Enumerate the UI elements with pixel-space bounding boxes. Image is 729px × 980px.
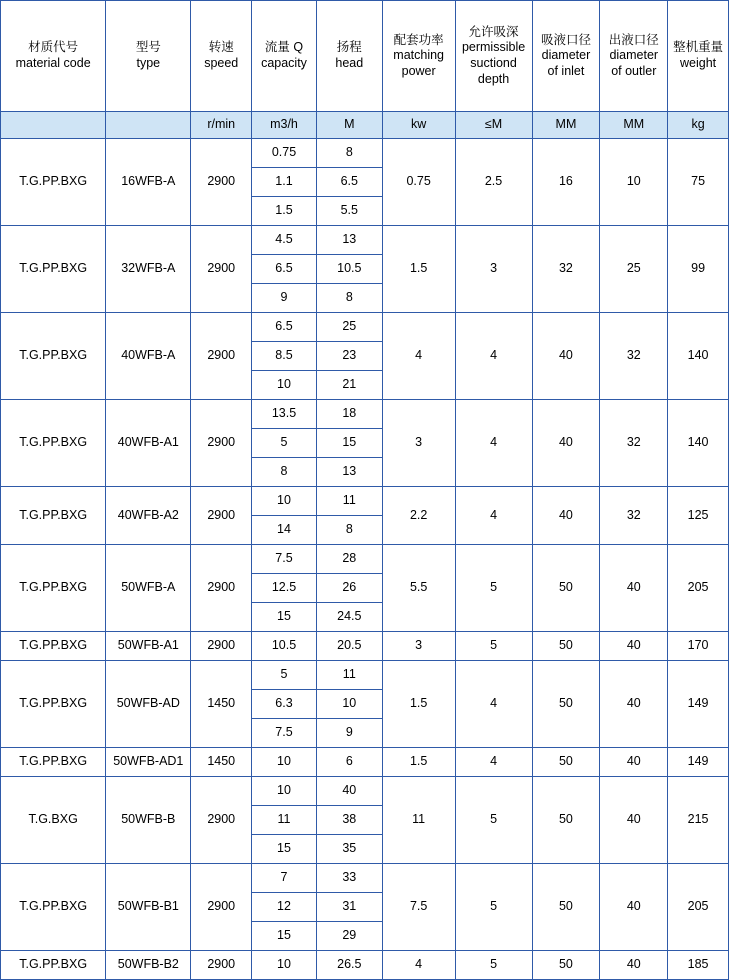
cell-suction-depth: 3 — [455, 226, 532, 313]
cell-suction-depth: 4 — [455, 748, 532, 777]
cell-outlet-diameter: 32 — [600, 313, 668, 400]
cell-capacity: 10 — [252, 777, 317, 806]
cell-capacity: 10 — [252, 951, 317, 980]
cell-head: 24.5 — [316, 603, 382, 632]
cell-outlet-diameter: 40 — [600, 748, 668, 777]
table-row — [1, 748, 729, 777]
header-head-en: head — [335, 56, 364, 70]
table-row — [1, 632, 729, 661]
cell-capacity: 1.1 — [252, 168, 317, 197]
cell-speed: 1450 — [191, 748, 252, 777]
cell-capacity: 0.75 — [252, 139, 317, 168]
cell-outlet-diameter: 40 — [600, 661, 668, 748]
cell-speed: 2900 — [191, 400, 252, 487]
cell-capacity: 13.5 — [252, 400, 317, 429]
table-header — [1, 1, 729, 139]
table-row — [1, 661, 729, 690]
header-inlet-diameter-cn: 吸液口径 — [540, 32, 591, 47]
cell-head: 13 — [316, 226, 382, 255]
cell-inlet-diameter: 40 — [532, 313, 600, 400]
cell-suction-depth: 5 — [455, 545, 532, 632]
table-row — [1, 777, 729, 806]
cell-type: 40WFB-A1 — [106, 400, 191, 487]
cell-capacity: 6.5 — [252, 313, 317, 342]
header-speed-en: speed — [204, 56, 239, 70]
unit-speed: r/min — [191, 112, 252, 139]
header-inlet-diameter-en: diameter of inlet — [541, 48, 591, 78]
header-capacity — [252, 1, 317, 112]
cell-material-code: T.G.PP.BXG — [1, 487, 106, 545]
cell-head: 11 — [316, 661, 382, 690]
unit-outlet-diameter: MM — [600, 112, 668, 139]
cell-suction-depth: 5 — [455, 632, 532, 661]
cell-suction-depth: 4 — [455, 400, 532, 487]
header-type — [106, 1, 191, 112]
cell-type: 40WFB-A2 — [106, 487, 191, 545]
cell-weight: 149 — [668, 661, 729, 748]
cell-capacity: 14 — [252, 516, 317, 545]
cell-weight: 125 — [668, 487, 729, 545]
cell-type: 50WFB-B — [106, 777, 191, 864]
cell-speed: 2900 — [191, 632, 252, 661]
cell-head: 35 — [316, 835, 382, 864]
cell-outlet-diameter: 32 — [600, 487, 668, 545]
cell-power: 3 — [382, 632, 455, 661]
header-suction-depth-en: permissible suctiond depth — [461, 40, 526, 86]
cell-head: 6.5 — [316, 168, 382, 197]
cell-head: 10.5 — [316, 255, 382, 284]
cell-inlet-diameter: 40 — [532, 487, 600, 545]
cell-power: 7.5 — [382, 864, 455, 951]
cell-suction-depth: 4 — [455, 661, 532, 748]
cell-material-code: T.G.PP.BXG — [1, 864, 106, 951]
cell-suction-depth: 5 — [455, 951, 532, 980]
cell-material-code: T.G.BXG — [1, 777, 106, 864]
cell-weight: 185 — [668, 951, 729, 980]
cell-outlet-diameter: 32 — [600, 400, 668, 487]
cell-material-code: T.G.PP.BXG — [1, 632, 106, 661]
cell-head: 26 — [316, 574, 382, 603]
cell-outlet-diameter: 40 — [600, 545, 668, 632]
cell-suction-depth: 4 — [455, 487, 532, 545]
header-power-cn: 配套功率 — [393, 32, 444, 47]
cell-outlet-diameter: 40 — [600, 864, 668, 951]
cell-capacity: 12.5 — [252, 574, 317, 603]
cell-weight: 205 — [668, 545, 729, 632]
cell-weight: 75 — [668, 139, 729, 226]
header-power-en: matching power — [393, 48, 445, 78]
cell-speed: 2900 — [191, 545, 252, 632]
cell-type: 50WFB-A — [106, 545, 191, 632]
cell-material-code: T.G.PP.BXG — [1, 661, 106, 748]
cell-speed: 2900 — [191, 951, 252, 980]
cell-power: 4 — [382, 951, 455, 980]
cell-inlet-diameter: 50 — [532, 864, 600, 951]
cell-head: 28 — [316, 545, 382, 574]
table-row — [1, 951, 729, 980]
cell-head: 33 — [316, 864, 382, 893]
cell-speed: 2900 — [191, 226, 252, 313]
unit-material-code — [1, 112, 106, 139]
table-row — [1, 545, 729, 574]
header-weight-en: weight — [680, 56, 717, 70]
cell-capacity: 7.5 — [252, 719, 317, 748]
cell-head: 8 — [316, 516, 382, 545]
cell-type: 40WFB-A — [106, 313, 191, 400]
cell-head: 38 — [316, 806, 382, 835]
cell-capacity: 10 — [252, 748, 317, 777]
cell-capacity: 4.5 — [252, 226, 317, 255]
cell-head: 13 — [316, 458, 382, 487]
cell-capacity: 5 — [252, 429, 317, 458]
cell-weight: 149 — [668, 748, 729, 777]
cell-material-code: T.G.PP.BXG — [1, 951, 106, 980]
cell-speed: 2900 — [191, 313, 252, 400]
cell-inlet-diameter: 40 — [532, 400, 600, 487]
header-row-units — [1, 112, 729, 139]
header-inlet-diameter — [532, 1, 600, 112]
cell-inlet-diameter: 50 — [532, 632, 600, 661]
unit-weight: kg — [668, 112, 729, 139]
unit-head: M — [316, 112, 382, 139]
cell-capacity: 10.5 — [252, 632, 317, 661]
cell-head: 8 — [316, 284, 382, 313]
header-outlet-diameter-en: diameter of outler — [609, 48, 659, 78]
cell-inlet-diameter: 50 — [532, 777, 600, 864]
header-outlet-diameter-cn: 出液口径 — [608, 32, 659, 47]
cell-inlet-diameter: 50 — [532, 545, 600, 632]
cell-head: 8 — [316, 139, 382, 168]
table-row — [1, 864, 729, 893]
unit-suction-depth: ≤M — [455, 112, 532, 139]
cell-power: 5.5 — [382, 545, 455, 632]
cell-power: 2.2 — [382, 487, 455, 545]
cell-capacity: 10 — [252, 487, 317, 516]
header-head — [316, 1, 382, 112]
cell-power: 4 — [382, 313, 455, 400]
header-row-titles — [1, 1, 729, 112]
cell-material-code: T.G.PP.BXG — [1, 400, 106, 487]
cell-capacity: 12 — [252, 893, 317, 922]
cell-inlet-diameter: 32 — [532, 226, 600, 313]
cell-head: 29 — [316, 922, 382, 951]
cell-weight: 140 — [668, 400, 729, 487]
cell-speed: 1450 — [191, 661, 252, 748]
cell-head: 5.5 — [316, 197, 382, 226]
cell-inlet-diameter: 50 — [532, 748, 600, 777]
header-capacity-en: capacity — [261, 56, 307, 70]
cell-inlet-diameter: 16 — [532, 139, 600, 226]
cell-capacity: 10 — [252, 371, 317, 400]
header-material-code-en: material code — [15, 56, 91, 70]
header-outlet-diameter — [600, 1, 668, 112]
cell-capacity: 11 — [252, 806, 317, 835]
cell-capacity: 6.5 — [252, 255, 317, 284]
header-weight — [668, 1, 729, 112]
cell-weight: 170 — [668, 632, 729, 661]
cell-material-code: T.G.PP.BXG — [1, 139, 106, 226]
cell-capacity: 8 — [252, 458, 317, 487]
cell-speed: 2900 — [191, 777, 252, 864]
cell-suction-depth: 5 — [455, 864, 532, 951]
cell-material-code: T.G.PP.BXG — [1, 545, 106, 632]
header-type-cn: 型号 — [135, 40, 161, 55]
cell-power: 1.5 — [382, 226, 455, 313]
cell-power: 1.5 — [382, 661, 455, 748]
table-row — [1, 313, 729, 342]
header-suction-depth — [455, 1, 532, 112]
cell-head: 10 — [316, 690, 382, 719]
table-body — [1, 139, 729, 980]
header-speed — [191, 1, 252, 112]
cell-head: 9 — [316, 719, 382, 748]
cell-capacity: 15 — [252, 922, 317, 951]
cell-outlet-diameter: 40 — [600, 632, 668, 661]
cell-head: 6 — [316, 748, 382, 777]
unit-type — [106, 112, 191, 139]
cell-type: 16WFB-A — [106, 139, 191, 226]
cell-weight: 140 — [668, 313, 729, 400]
cell-weight: 205 — [668, 864, 729, 951]
cell-weight: 215 — [668, 777, 729, 864]
cell-power: 11 — [382, 777, 455, 864]
cell-weight: 99 — [668, 226, 729, 313]
cell-type: 50WFB-AD — [106, 661, 191, 748]
table-row — [1, 226, 729, 255]
cell-speed: 2900 — [191, 139, 252, 226]
cell-head: 25 — [316, 313, 382, 342]
cell-speed: 2900 — [191, 487, 252, 545]
unit-capacity: m3/h — [252, 112, 317, 139]
cell-inlet-diameter: 50 — [532, 661, 600, 748]
cell-capacity: 15 — [252, 603, 317, 632]
cell-power: 1.5 — [382, 748, 455, 777]
cell-capacity: 7.5 — [252, 545, 317, 574]
cell-speed: 2900 — [191, 864, 252, 951]
cell-capacity: 7 — [252, 864, 317, 893]
cell-head: 15 — [316, 429, 382, 458]
cell-material-code: T.G.PP.BXG — [1, 313, 106, 400]
cell-suction-depth: 5 — [455, 777, 532, 864]
cell-power: 0.75 — [382, 139, 455, 226]
cell-head: 11 — [316, 487, 382, 516]
header-type-en: type — [136, 56, 161, 70]
cell-inlet-diameter: 50 — [532, 951, 600, 980]
cell-capacity: 5 — [252, 661, 317, 690]
cell-capacity: 1.5 — [252, 197, 317, 226]
header-material-code-cn: 材质代号 — [28, 40, 79, 55]
cell-outlet-diameter: 10 — [600, 139, 668, 226]
cell-suction-depth: 4 — [455, 313, 532, 400]
table-row — [1, 487, 729, 516]
cell-head: 20.5 — [316, 632, 382, 661]
cell-capacity: 15 — [252, 835, 317, 864]
cell-type: 50WFB-A1 — [106, 632, 191, 661]
cell-material-code: T.G.PP.BXG — [1, 748, 106, 777]
cell-capacity: 9 — [252, 284, 317, 313]
cell-head: 40 — [316, 777, 382, 806]
cell-type: 50WFB-B1 — [106, 864, 191, 951]
cell-head: 31 — [316, 893, 382, 922]
cell-head: 18 — [316, 400, 382, 429]
cell-outlet-diameter: 40 — [600, 777, 668, 864]
cell-type: 32WFB-A — [106, 226, 191, 313]
cell-type: 50WFB-B2 — [106, 951, 191, 980]
cell-head: 23 — [316, 342, 382, 371]
cell-power: 3 — [382, 400, 455, 487]
header-capacity-cn: 流量 Q — [264, 40, 304, 55]
cell-head: 26.5 — [316, 951, 382, 980]
cell-material-code: T.G.PP.BXG — [1, 226, 106, 313]
cell-outlet-diameter: 40 — [600, 951, 668, 980]
header-speed-cn: 转速 — [208, 40, 234, 55]
header-power — [382, 1, 455, 112]
header-material-code — [1, 1, 106, 112]
header-head-cn: 扬程 — [336, 40, 362, 55]
cell-capacity: 8.5 — [252, 342, 317, 371]
cell-type: 50WFB-AD1 — [106, 748, 191, 777]
cell-head: 21 — [316, 371, 382, 400]
cell-capacity: 6.3 — [252, 690, 317, 719]
unit-power: kw — [382, 112, 455, 139]
cell-outlet-diameter: 25 — [600, 226, 668, 313]
header-suction-depth-cn: 允许吸深 — [468, 24, 519, 39]
table-row — [1, 139, 729, 168]
header-weight-cn: 整机重量 — [673, 40, 724, 55]
cell-suction-depth: 2.5 — [455, 139, 532, 226]
table-row — [1, 400, 729, 429]
unit-inlet-diameter: MM — [532, 112, 600, 139]
